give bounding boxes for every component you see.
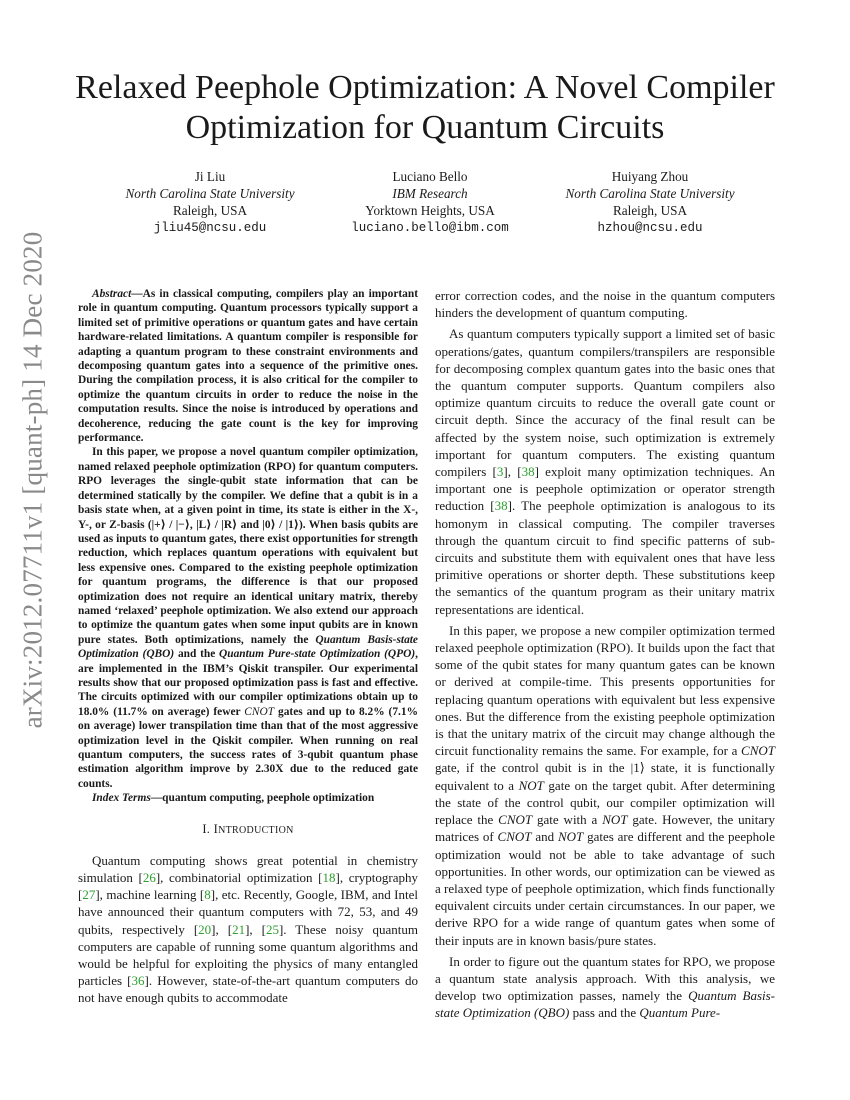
qpo-term: Quantum Pure-state Optimization (QPO) <box>219 648 416 661</box>
author-2 <box>320 168 540 237</box>
cnot-math: CNOT <box>497 829 532 845</box>
index-terms: Index Terms—quantum computing, peephole optimization <box>92 792 375 805</box>
abstract <box>78 287 418 806</box>
author-name: Luciano Bello <box>392 169 468 184</box>
cnot-math: CNOT <box>244 705 275 718</box>
citation-link[interactable]: 20 <box>198 921 212 937</box>
author-location: Yorktown Heights, USA <box>365 203 495 219</box>
author-affiliation: North Carolina State University <box>565 186 735 202</box>
author-email[interactable]: luciano.bello@ibm.com <box>351 220 509 235</box>
author-3 <box>540 168 760 237</box>
author-affiliation: North Carolina State University <box>125 186 295 202</box>
author-location: Raleigh, USA <box>173 203 247 219</box>
right-paragraph-continued: error correction codes, and the noise in the quantum computers hinders the development of quantum computing. <box>435 288 775 321</box>
author-name: Huiyang Zhou <box>611 169 689 184</box>
author-1 <box>100 168 320 237</box>
author-block <box>100 168 760 248</box>
abstract-paragraph-2: In this paper, we propose a novel quantum compiler optimization, named relaxed peephole optimization (RPO) for quantum computers. RPO leverages the single-qubit state information that can be determined statically by the compiler. We define that a qubit is in a basis state when, at a given point in time, its state is either in the X-, Y-, or Z-basis (|+⟩ / |−⟩, |L⟩ / |R⟩ and |0⟩ / |1⟩). When basis qubits are used as inputs to quantum gates, there exist opportunities for strength reduction, which replaces quantum operations with equivalent but less expensive ones. Compared to the existing peephole optimization for quantum programs, the difference is that our proposed optimization does not require an identical unitary matrix, thereby named ‘relaxed’ peephole optimization. We also extend our approach to optimize the quantum gates when some input qubits are in known pure states. Both optimizations, namely the Quantum Basis-state Optimization (QBO) and the Quantum Pure-state Optimization (QPO), are implemented in the IBM’s Qiskit transpiler. Our experimental results show that our proposed optimization pass is fast and effective. The circuits optimized with our compiler optimizations obtain up to 18.0% (11.7% on average) fewer CNOT gates and up to 8.2% (7.1% on average) lower transpilation time than that of the most aggressive optimization level in the Qiskit compiler. When running on real quantum computers, the success rates of 3-qubit quantum phase estimation algorithm improve by 2.30X due to the reduced gate counts. <box>78 446 418 790</box>
abstract-paragraph-1: Abstract—As in classical computing, compilers play an important role in quantum computing. Quantum processors typically support a limited set of primitive operations or quantum gates and have certain hardware-related limitations. A quantum compiler is responsible for adapting a quantum program to these constraint environments and decomposing quantum gates into a sequence of the primitive ones. During the compilation process, it is also critical for the compiler to optimize the quantum circuits in order to reduce the noise in the computation results. Since the noise is introduced by operations and decoherence, reducing the gate count is the key for improving performance. <box>78 288 418 445</box>
citation-link[interactable]: 27 <box>82 887 96 903</box>
citation-link[interactable]: 38 <box>494 498 508 514</box>
arxiv-stamp-text: arXiv:2012.07711v1 [quant-ph] 14 Dec 2020 <box>17 231 48 729</box>
cnot-math: CNOT <box>498 812 533 828</box>
author-email[interactable]: hzhou@ncsu.edu <box>597 220 703 235</box>
qbo-term: Quantum Basis-state Optimization (QBO) <box>78 633 418 661</box>
citation-link[interactable]: 21 <box>232 921 246 937</box>
left-column <box>78 287 418 1007</box>
author-affiliation: IBM Research <box>392 186 468 202</box>
qpo-term: Quantum Pure- <box>639 1005 721 1021</box>
citation-link[interactable]: 18 <box>322 870 336 886</box>
not-math: NOT <box>557 829 584 845</box>
right-column <box>435 287 775 1022</box>
citation-link[interactable]: 26 <box>142 870 156 886</box>
abstract-label: Abstract <box>92 288 132 300</box>
index-terms-label: Index Terms <box>92 792 151 805</box>
author-location: Raleigh, USA <box>613 203 687 219</box>
citation-link[interactable]: 38 <box>521 464 535 480</box>
cnot-math: CNOT <box>741 743 775 759</box>
title-line-2: Optimization for Quantum Circuits <box>185 109 665 146</box>
citation-link[interactable]: 25 <box>265 921 279 937</box>
citation-link[interactable]: 3 <box>496 464 504 480</box>
qbo-term: Quantum Basis-state Optimization (QBO) <box>435 988 775 1021</box>
title-line-1: Relaxed Peephole Optimization: A Novel Compiler <box>75 69 775 106</box>
citation-link[interactable]: 36 <box>131 973 145 989</box>
right-paragraph-state-analysis: In order to figure out the quantum states for RPO, we propose a quantum state analysis approach. With this analysis, we develop two optimization passes, namely the Quantum Basis-state Optimization (QBO) pass and the Quantum Pure- <box>435 953 775 1021</box>
arxiv-side-stamp <box>8 0 58 1100</box>
right-paragraph-compilers: As quantum computers typically support a limited set of basic operations/gates, quantum compilers/transpilers are responsible for decomposing complex quantum gates into the basic ones that the quantum computer supports. Quantum compilers also optimize quantum circuits to reduce the overall gate count or circuit depth. Since the accuracy of the final result can be affected by the system noise, such optimization is extremely important for quantum computers. The existing quantum compilers [3], [38] exploit many optimization techniques. An important one is peephole optimization or operator strength reduction [38]. The peephole optimization is analogous to its homonym in classical computing. The compiler traverses through the quantum circuit to find specific patterns of sub-circuits and substitute them with equivalent ones that have less primitive operations or shorter depth. These substitutions keep the semantics of the quantum program as their unitary matrix representations are identical. <box>435 326 775 617</box>
paper-title <box>60 68 790 148</box>
not-math: NOT <box>518 777 544 793</box>
author-name: Ji Liu <box>194 169 226 184</box>
citation-link[interactable]: 8 <box>204 887 211 903</box>
intro-paragraph-1: Quantum computing shows great potential in chemistry simulation [26], combinatorial optimization [18], cryptography [27], machine learning [8], etc. Recently, Google, IBM, and Intel have announced their quantum computers with 72, 53, and 49 qubits, respectively [20], [21], [25]. These noisy quantum computers are capable of running some quantum algorithms and would be helpful for exploiting the physics of many entangled particles [36]. However, state-of-the-art quantum computers do not have enough qubits to accommodate <box>78 852 419 1006</box>
author-email[interactable]: jliu45@ncsu.edu <box>153 220 267 235</box>
not-math: NOT <box>602 812 628 828</box>
right-paragraph-rpo: In this paper, we propose a new compiler optimization termed relaxed peephole optimization (RPO). It builds upon the fact that some of the qubit states for many quantum gates can be known or derived at compile-time. This presents opportunities for replacing quantum operations with equivalent but less expensive ones. But the difference from the existing peephole optimization is that the unitary matrix of the circuit may change although the circuit functionality remains the same. For example, for a CNOT gate, if the control qubit is in the |1⟩ state, it is functionally equivalent to a NOT gate on the target qubit. After determining the state of the control qubit, our compiler optimization will replace the CNOT gate with a NOT gate. However, the unitary matrices of CNOT and NOT gates are different and the peephole optimization would not be able to take advantage of such opportunities. In other words, our optimization can be viewed as a relaxed type of peephole optimization, which finds functionally equivalent circuits under certain circumstances. In our paper, we derive RPO for a wide range of quantum gates when some of their inputs are in known basis/pure states. <box>435 622 776 948</box>
section-heading-introduction: I. INTRODUCTION <box>202 821 294 836</box>
